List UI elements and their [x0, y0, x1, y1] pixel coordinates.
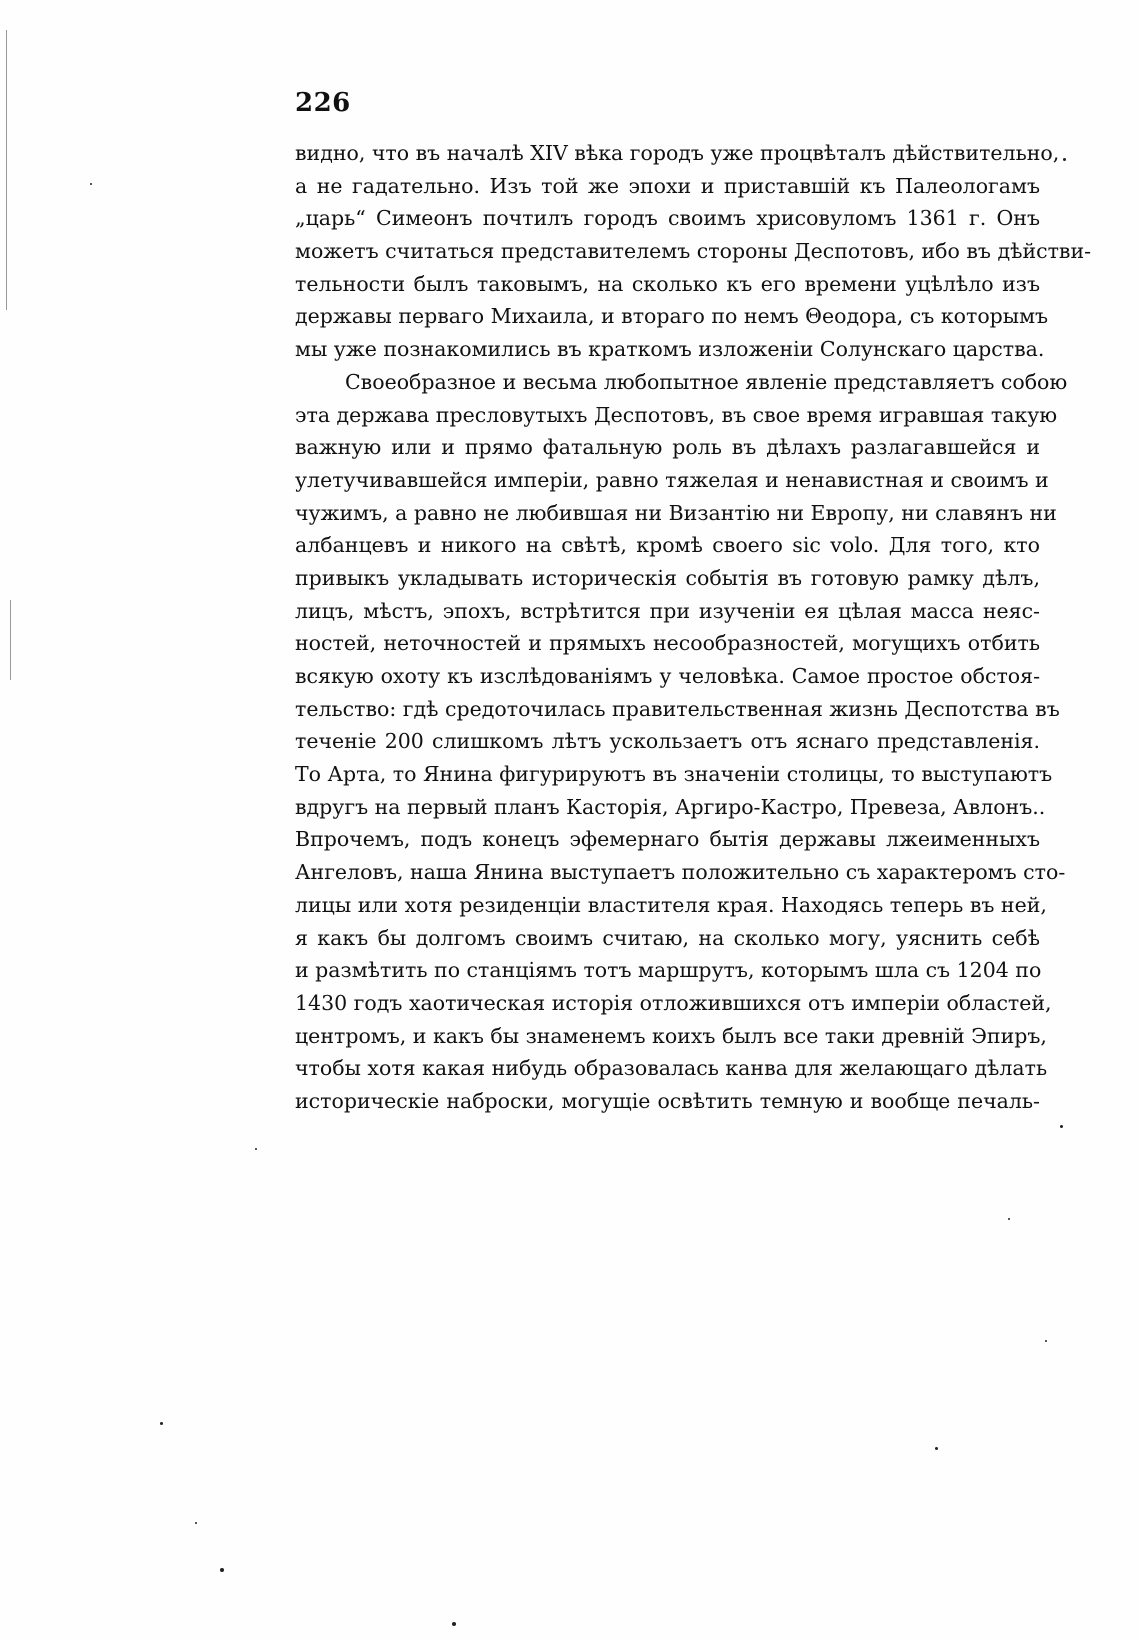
text-line: а не гадательно. Изъ той же эпохи и приставшій къ Палеологамъ: [295, 173, 1040, 198]
scan-speck: [1008, 1218, 1010, 1220]
text-line: То Арта, то Янина фигурируютъ въ значеніи столицы, то выступаютъ: [295, 762, 1053, 787]
scan-edge-mark: [10, 600, 11, 680]
text-line: Впрочемъ, подъ конецъ эфемернаго бытія державы лжеименныхъ: [295, 827, 1040, 852]
scan-speck: [452, 1622, 456, 1626]
text-line: привыкъ укладывать историческія событія въ готовую рамку дѣлъ,: [295, 565, 1040, 590]
scan-speck: [935, 1447, 938, 1450]
text-line: и размѣтить по станціямъ тотъ маршрутъ, которымъ шла съ 1204 по: [295, 958, 1042, 983]
text-line: лицы или хотя резиденціи властителя края. Находясь теперь въ ней,: [295, 892, 1047, 917]
text-line: вдругъ на первый планъ Касторія, Аргиро-Кастро, Превеза, Авлонъ..: [295, 794, 1046, 819]
text-line: чужимъ, а равно не любившая ни Византію ни Европу, ни славянъ ни: [295, 500, 1057, 525]
text-line: албанцевъ и никого на свѣтѣ, кромѣ своего sic volo. Для того, кто: [295, 533, 1040, 558]
text-line: эта держава пресловутыхъ Деспотовъ, въ свое время игравшая такую: [295, 402, 1058, 427]
text-line: тельство: гдѣ средоточилась правительственная жизнь Деспотства въ: [295, 696, 1060, 721]
paragraph-start-line: Своеобразное и весьма любопытное явленіе представляетъ собою: [345, 369, 1068, 394]
text-line: 1430 годъ хаотическая исторія отложившихся отъ имперіи областей,: [295, 990, 1052, 1015]
text-line: центромъ, и какъ бы знаменемъ коихъ былъ все таки древній Эпиръ,: [295, 1023, 1047, 1048]
scan-speck: [220, 1568, 224, 1572]
page-number: 226: [295, 88, 351, 118]
scan-edge-mark: [6, 30, 7, 310]
text-line: всякую охоту къ изслѣдованіямъ у человѣка. Самое простое обстоя-: [295, 664, 1040, 688]
text-line: ностей, неточностей и прямыхъ несообразностей, могущихъ отбить: [295, 631, 1040, 656]
scan-speck: [90, 183, 92, 185]
text-line: я какъ бы долгомъ своимъ считаю, на сколько могу, уяснить себѣ: [295, 925, 1040, 950]
text-line: теченіе 200 слишкомъ лѣтъ ускользаетъ отъ яснаго представленія.: [295, 729, 1040, 754]
text-line: важную или и прямо фатальную роль въ дѣлахъ разлагавшейся и: [295, 435, 1040, 460]
text-line: тельности былъ таковымъ, на сколько къ его времени уцѣлѣло изъ: [295, 271, 1040, 296]
scan-speck: [1063, 158, 1066, 161]
scan-speck: [1045, 1340, 1047, 1342]
text-line: можетъ считаться представителемъ стороны Деспотовъ, ибо въ дѣйстви-: [295, 239, 1092, 264]
text-line: державы перваго Михаила, и втораго по немъ Θеодора, съ которымъ: [295, 304, 1049, 329]
text-line: видно, что въ началѣ XIV вѣка городъ уже процвѣталъ дѣйствительно,: [295, 141, 1060, 165]
text-line: мы уже познакомились въ краткомъ изложеніи Солунскаго царства.: [295, 337, 1045, 362]
scan-speck: [160, 1422, 163, 1425]
scan-speck: [195, 1522, 197, 1524]
scan-speck: [1060, 1125, 1063, 1128]
text-line: Ангеловъ, наша Янина выступаетъ положительно съ характеромъ сто-: [295, 860, 1066, 885]
text-line: чтобы хотя какая нибудь образовалась канва для желающаго дѣлать: [295, 1056, 1048, 1081]
text-line: лицъ, мѣстъ, эпохъ, встрѣтится при изученіи ея цѣлая масса неяс-: [295, 598, 1040, 623]
scan-speck: [255, 1148, 257, 1150]
text-line: историческіе наброски, могущіе освѣтить темную и вообще печаль-: [295, 1088, 1040, 1113]
body-text: [295, 137, 1092, 1118]
text-line: улетучивавшейся имперіи, равно тяжелая и ненавистная и своимъ и: [295, 467, 1049, 492]
text-line: „царь“ Симеонъ почтилъ городъ своимъ хрисовуломъ 1361 г. Онъ: [295, 206, 1040, 231]
